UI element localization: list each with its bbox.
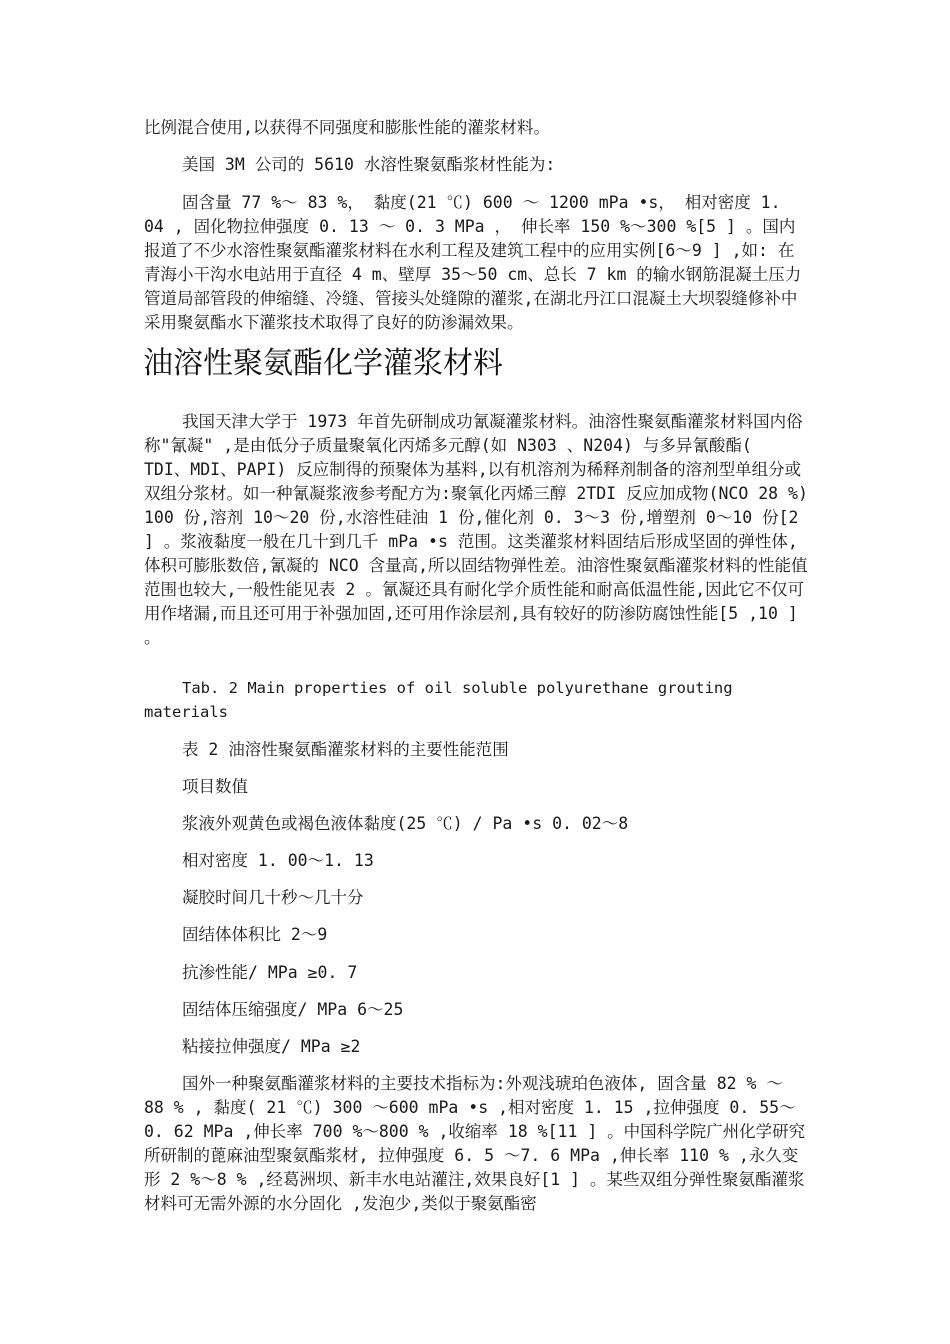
table-line-compressive-strength: 固结体压缩强度/ MPa 6～25 <box>182 1000 404 1019</box>
paragraph-properties: 固含量 77 %～ 83 %， 黏度(21 ℃) 600 ～ 1200 mPa •s， 相对密度 1. 04 , 固化物拉伸强度 0. 13 ～ 0. 3 MPa ， 伸长率 150 %～300 %[5 ] 。国内报道了不少水溶性聚氨酯灌浆材料在水利工程及建筑工程中的应用实例[6～9 ] ,如: 在青海小干沟水电站用于直径 4 m、壁厚 35～50 cm、总长 7 km 的输水钢筋混凝土压力管道局部管段的伸缩缝、冷缝、管接头处缝隙的灌浆,在湖北丹江口混凝土大坝裂缝修补中采用聚氨酯水下灌浆技术取得了良好的防渗漏效果。 <box>144 193 802 332</box>
table-caption-english: Tab. 2 Main properties of oil soluble polyurethane grouting materials <box>144 679 733 721</box>
paragraph-oil-soluble: 我国天津大学于 1973 年首先研制成功氰凝灌浆材料。油溶性聚氨酯灌浆材料国内俗称"氰凝" ,是由低分子质量聚氧化丙烯多元醇(如 N303 、N204) 与多异氰酸酯( TDI、MDI、PAPI) 反应制得的预聚体为基料,以有机溶剂为稀释剂制备的溶剂型单组分或双组分浆材。如一种氰凝浆液参考配方为:聚氧化丙烯三醇 2TDI 反应加成物(NCO 28 %) 100 份,溶剂 10～20 份,水溶性硅油 1 份,催化剂 0. 3～3 份,增塑剂 0～10 份[2 ] 。浆液黏度一般在几十到几千 mPa •s 范围。这类灌浆材料固结后形成坚固的弹性体,体积可膨胀数倍,氰凝的 NCO 含量高,所以固结物弹性差。油溶性聚氨酯灌浆材料的性能值范围也较大,一般性能见表 2 。氰凝还具有耐化学介质性能和耐高低温性能,因此它不仅可用作堵漏,而且还可用于补强加固,还可用作涂层剂,具有较好的防渗防腐蚀性能[5 ,10 ] 。 <box>144 412 808 647</box>
paragraph-intro-tail: 比例混合使用,以获得不同强度和膨胀性能的灌浆材料。 <box>144 118 550 137</box>
table-line-volume-ratio: 固结体体积比 2～9 <box>182 925 328 944</box>
table-line-impermeability: 抗渗性能/ MPa ≥0. 7 <box>182 963 358 982</box>
paragraph-3m-product: 美国 3M 公司的 5610 水溶性聚氨酯浆材性能为: <box>182 155 556 174</box>
table-line-gel-time: 凝胶时间几十秒～几十分 <box>182 888 364 907</box>
table-line-header: 项目数值 <box>182 777 248 796</box>
table-line-bond-strength: 粘接拉伸强度/ MPa ≥2 <box>182 1037 361 1056</box>
paragraph-foreign-material: 国外一种聚氨酯灌浆材料的主要技术指标为:外观浅琥珀色液体, 固含量 82 % ～ 88 % , 黏度( 21 ℃) 300 ～600 mPa •s ,相对密度 1. 15 ,拉伸强度 0. 55～0. 62 MPa ,伸长率 700 %～800 % ,收缩率 18 %[11 ] 。中国科学院广州化学研究所研制的蓖麻油型聚氨酯浆材, 拉伸强度 6. 5 ～7. 6 MPa ,伸长率 110 % ,永久变形 2 %～8 % ,经葛洲坝、新丰水电站灌注,效果良好[1 ] 。某些双组分弹性聚氨酯灌浆材料可无需外源的水分固化 ,发泡少,类似于聚氨酯密 <box>144 1074 806 1213</box>
table-line-density: 相对密度 1. 00～1. 13 <box>182 851 374 870</box>
section-heading: 油溶性聚氨酯化学灌浆材料 <box>143 346 503 381</box>
table-caption-chinese: 表 2 油溶性聚氨酯灌浆材料的主要性能范围 <box>182 740 509 759</box>
table-line-appearance-viscosity: 浆液外观黄色或褐色液体黏度(25 ℃) / Pa •s 0. 02～8 <box>182 814 629 833</box>
